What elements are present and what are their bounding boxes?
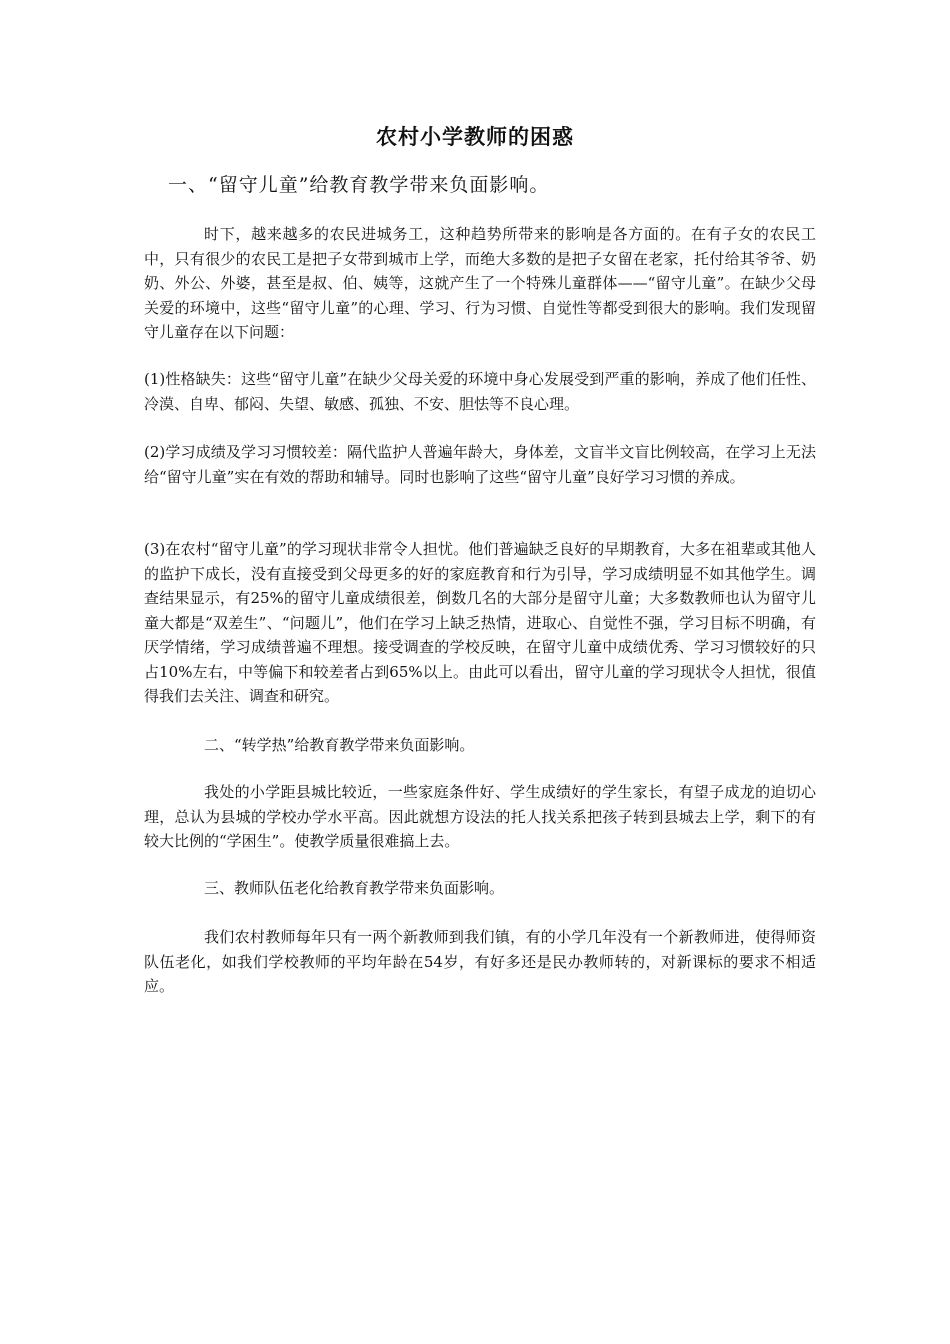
intro-paragraph: 时下，越来越多的农民进城务工，这种趋势所带来的影响是各方面的。在有子女的农民工中，只有很少的农民工是把子女带到城市上学，而绝大多数的是把子女留在老家，托付给其爷爷、奶奶、外公、外婆，甚至是叔、伯、姨等，这就产生了一个特殊儿童群体——“留守儿童”。在缺少父母关爱的环境中，这些“留守儿童”的心理、学习、行为习惯、自觉性等都受到很大的影响。我们发现留守儿童存在以下问题： <box>144 225 816 341</box>
section-heading-aging-teachers: 三、教师队伍老化给教育教学带来负面影响。 <box>204 879 505 897</box>
section-heading-transfer-fever: 二、“转学热”给教育教学带来负面影响。 <box>204 736 475 754</box>
problem-item-personality: (1)性格缺失：这些“留守儿童”在缺少父母关爱的环境中身心发展受到严重的影响，养成了他们任性、冷漠、自卑、郁闷、失望、敏感、孤独、不安、胆怯等不良心理。 <box>144 370 816 413</box>
problem-item-study-status: (3)在农村“留守儿童”的学习现状非常令人担忧。他们普遍缺乏良好的早期教育，大多在祖辈或其他人的监护下成长，没有直接受到父母更多的好的家庭教育和行为引导，学习成绩明显不如其他学生。调查结果显示，有25%的留守儿童成绩很差，倒数几名的大部分是留守儿童；大多数教师也认为留守儿童大都是“双差生”、“问题儿”，他们在学习上缺乏热情，进取心、自觉性不强，学习目标不明确，有厌学情绪，学习成绩普遍不理想。接受调查的学校反映，在留守儿童中成绩优秀、学习习惯较好的只占10%左右，中等偏下和较差者占到65%以上。由此可以看出，留守儿童的学习现状令人担忧，很值得我们去关注、调查和研究。 <box>144 540 816 705</box>
problem-item-study-habits: (2)学习成绩及学习习惯较差：隔代监护人普遍年龄大，身体差，文盲半文盲比例较高，在学习上无法给“留守儿童”实在有效的帮助和辅导。同时也影响了这些“留守儿童”良好学习习惯的养成。 <box>144 443 816 486</box>
aging-teachers-paragraph: 我们农村教师每年只有一两个新教师到我们镇，有的小学几年没有一个新教师进，使得师资队伍老化，如我们学校教师的平均年龄在54岁，有好多还是民办教师转的，对新课标的要求不相适应。 <box>144 928 816 995</box>
document-title: 农村小学教师的困惑 <box>376 124 574 149</box>
section-heading-left-behind-children: 一、“留守儿童”给教育教学带来负面影响。 <box>168 174 550 196</box>
transfer-fever-paragraph: 我处的小学距县城比较近，一些家庭条件好、学生成绩好的学生家长，有望子成龙的迫切心理，总认为县城的学校办学水平高。因此就想方设法的托人找关系把孩子转到县城去上学，剩下的有较大比例的“学困生”。使教学质量很难搞上去。 <box>144 783 816 850</box>
